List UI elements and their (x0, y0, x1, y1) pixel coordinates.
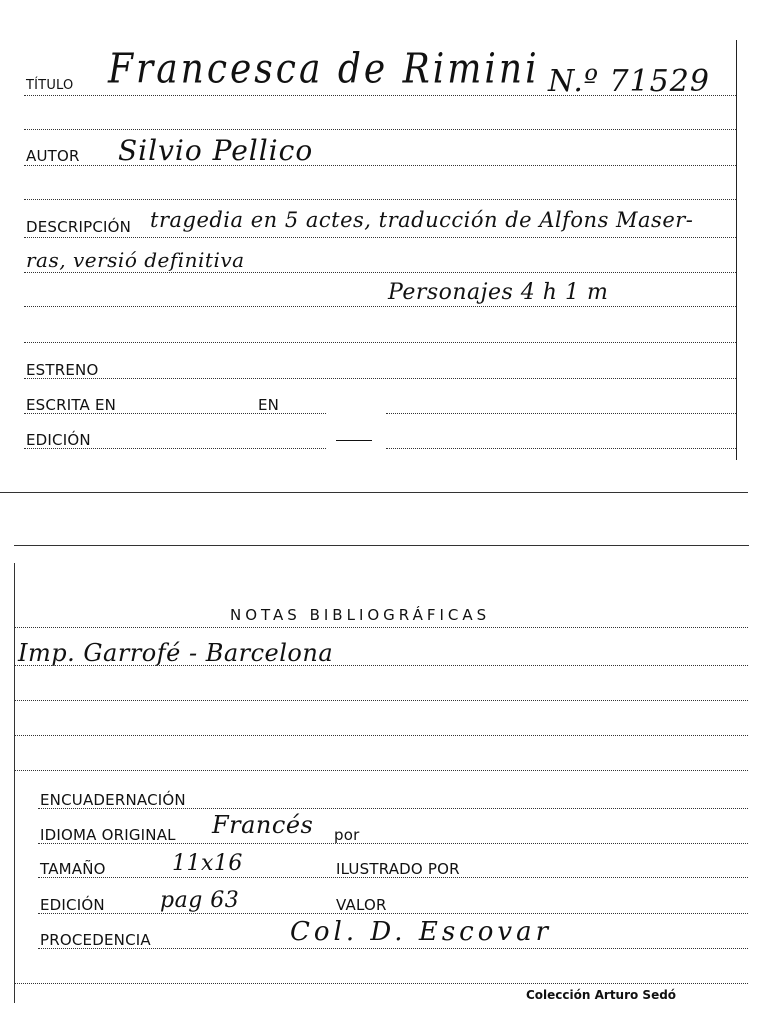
valor-label: VALOR (336, 896, 387, 914)
edicion-label-bottom: EDICIÓN (40, 896, 105, 914)
blank-line (24, 342, 736, 343)
edicion-line-bottom (38, 913, 748, 914)
titulo-label: TÍTULO (26, 78, 74, 93)
notas-line (14, 770, 748, 771)
card-divider (0, 492, 748, 493)
autor-label: AUTOR (26, 147, 80, 165)
closing-line (14, 983, 748, 984)
procedencia-value: Col. D. Escovar (290, 917, 552, 947)
idioma-original-label: IDIOMA ORIGINAL (40, 826, 176, 844)
escrita-en-label: ESCRITA EN (26, 396, 117, 414)
notas-line (14, 627, 748, 628)
notas-line (14, 665, 748, 666)
notas-entry-1: Imp. Garrofé - Barcelona (18, 639, 334, 667)
dash-mark (336, 440, 372, 441)
card-left-border (14, 563, 15, 1003)
edicion-line-right (386, 448, 736, 449)
idioma-line (38, 843, 748, 844)
blank-line (24, 129, 736, 130)
escrita-en-line (24, 413, 326, 414)
idioma-original-value: Francés (212, 811, 314, 839)
blank-line (24, 199, 736, 200)
autor-value: Silvio Pellico (118, 134, 314, 167)
autor-line (24, 165, 736, 166)
notas-heading: NOTAS BIBLIOGRÁFICAS (230, 606, 491, 624)
edicion-line (24, 448, 326, 449)
tamano-value: 11x16 (172, 851, 243, 876)
catalog-card-top (0, 0, 759, 494)
card-right-border (736, 40, 737, 460)
procedencia-label: PROCEDENCIA (40, 931, 151, 949)
notas-line (14, 700, 748, 701)
notas-line (14, 735, 748, 736)
descripcion-line-1: tragedia en 5 actes, traducción de Alfons Maser- (150, 208, 694, 232)
descripcion-line (24, 306, 736, 307)
catalog-card-bottom (0, 545, 759, 1028)
tamano-line (38, 877, 748, 878)
titulo-value: Francesca de Rimini (108, 45, 540, 93)
collection-credit: Colección Arturo Sedó (526, 988, 677, 1002)
descripcion-line-2: ras, versió definitiva (26, 248, 245, 272)
descripcion-label: DESCRIPCIÓN (26, 218, 132, 236)
encuadernacion-label: ENCUADERNACIÓN (40, 791, 186, 809)
encuadernacion-line (38, 808, 748, 809)
estreno-label: ESTRENO (26, 361, 99, 379)
procedencia-line (38, 948, 748, 949)
descripcion-line (24, 237, 736, 238)
descripcion-line (24, 272, 736, 273)
tamano-label: TAMAÑO (40, 860, 106, 878)
titulo-line (24, 95, 736, 96)
card-top-border (14, 545, 749, 546)
personajes-note: Personajes 4 h 1 m (388, 280, 609, 305)
por-label: por (334, 826, 360, 844)
estreno-line (24, 378, 736, 379)
edicion-value: pag 63 (160, 888, 240, 913)
ilustrado-por-label: ILUSTRADO POR (336, 860, 460, 878)
titulo-number: N.º 71529 (548, 64, 710, 99)
escrita-en-line-right (386, 413, 736, 414)
en-label: EN (258, 396, 280, 414)
edicion-label: EDICIÓN (26, 431, 91, 449)
